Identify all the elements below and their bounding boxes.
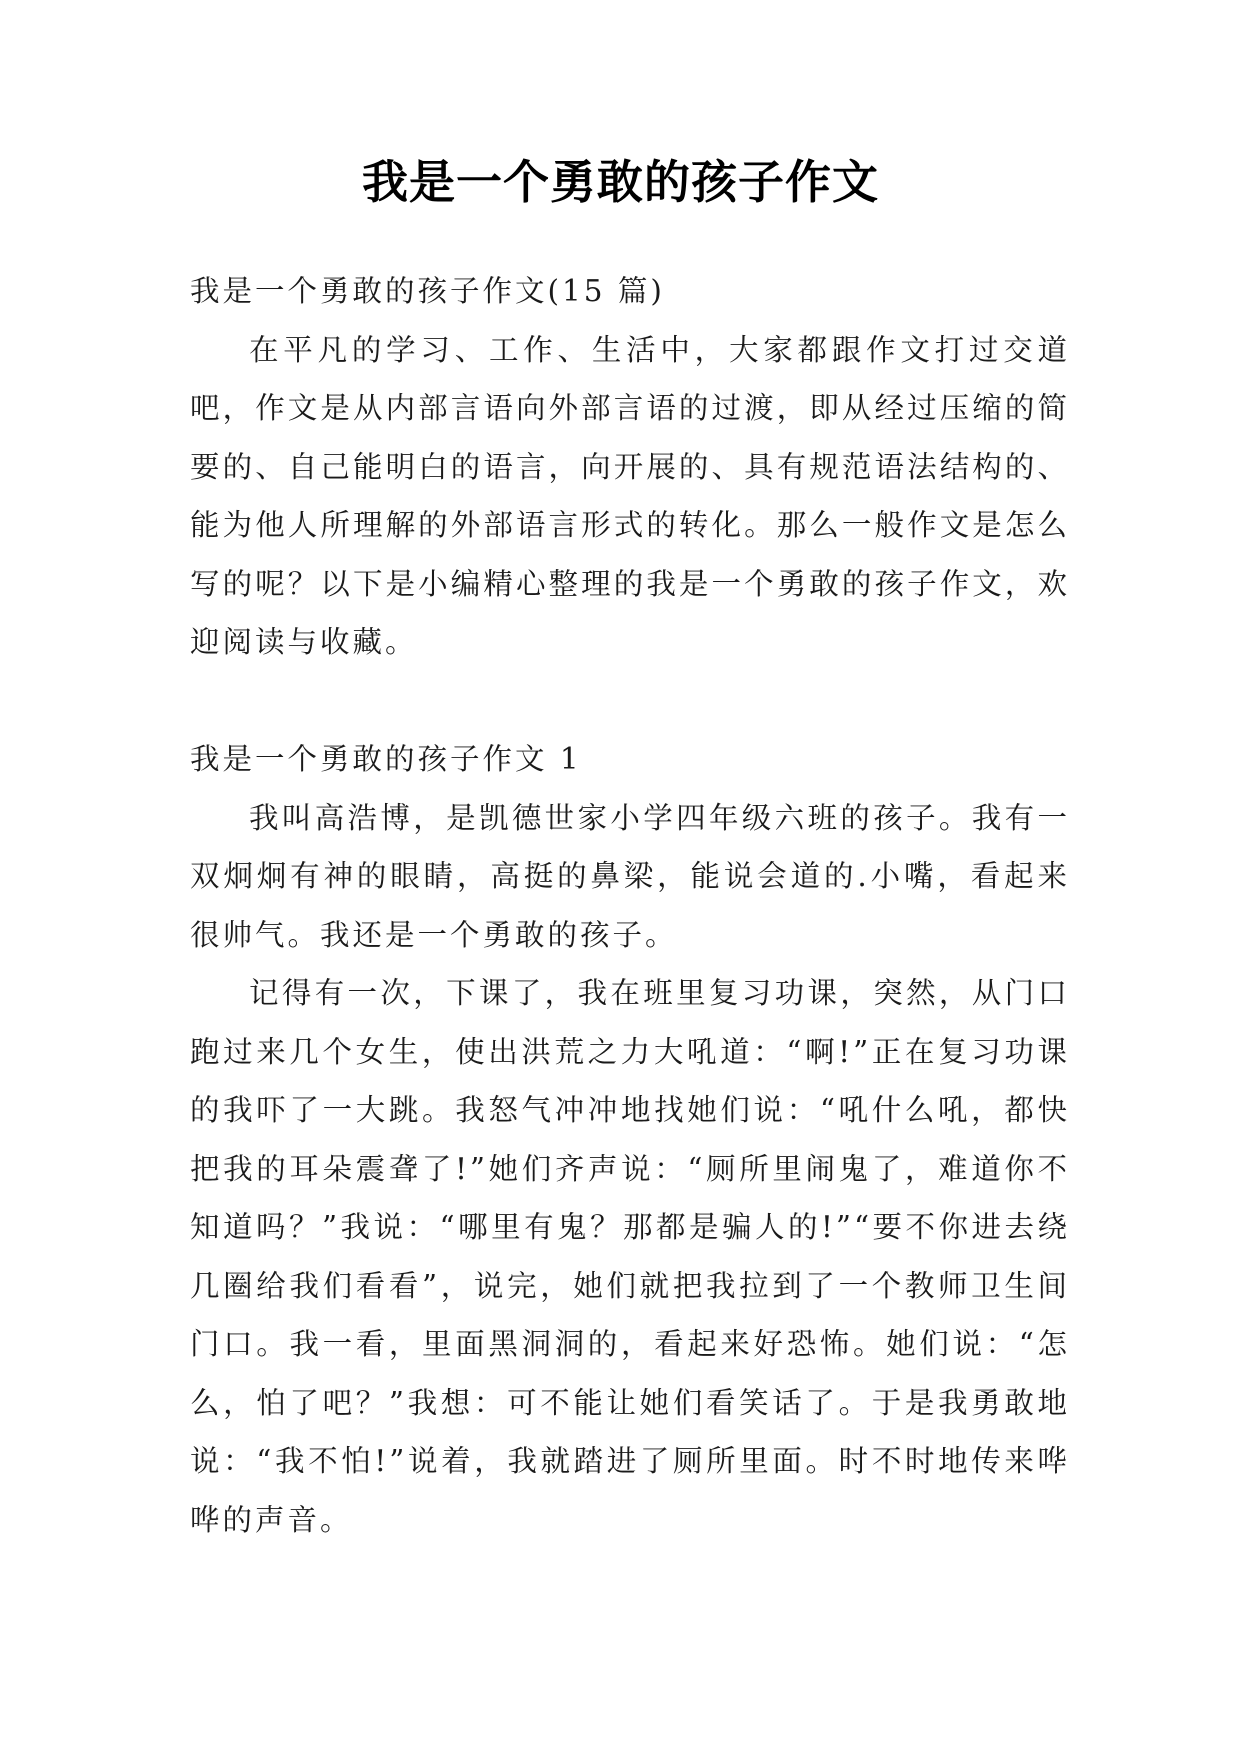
section-heading: 我是一个勇敢的孩子作文 1 xyxy=(190,742,582,776)
document-title: 我是一个勇敢的孩子作文 xyxy=(362,155,879,209)
body-paragraph-2: 记得有一次，下课了，我在班里复习功课，突然，从门口跑过来几个女生，使出洪荒之力大吼道：“啊!”正在复习功课的我吓了一大跳。我怒气冲冲地找她们说：“吼什么吼，都快把我的耳朵震聋了!”她们齐声说：“厕所里闹鬼了，难道你不知道吗？”我说：“哪里有鬼？那都是骗人的!”“要不你进去绕几圈给我们看看”，说完，她们就把我拉到了一个教师卫生间门口。我一看，里面黑洞洞的，看起来好恐怖。她们说：“怎么，怕了吧？”我想：可不能让她们看笑话了。于是我勇敢地说：“我不怕!”说着，我就踏进了厕所里面。时不时地传来哗哗的声音。 xyxy=(190,976,1070,1537)
document-subtitle: 我是一个勇敢的孩子作文(15 篇) xyxy=(190,274,665,308)
section-gap xyxy=(190,672,1070,731)
intro-paragraph: 在平凡的学习、工作、生活中，大家都跟作文打过交道吧，作文是从内部言语向外部言语的过渡，即从经过压缩的简要的、自己能明白的语言，向开展的、具有规范语法结构的、能为他人所理解的外部语言形式的转化。那么一般作文是怎么写的呢？以下是小编精心整理的我是一个勇敢的孩子作文，欢迎阅读与收藏。 xyxy=(190,332,1070,659)
body-paragraph-1: 我叫高浩博，是凯德世家小学四年级六班的孩子。我有一双炯炯有神的眼睛，高挺的鼻梁，能说会道的.小嘴，看起来很帅气。我还是一个勇敢的孩子。 xyxy=(190,800,1070,952)
document-body xyxy=(190,262,1070,1549)
